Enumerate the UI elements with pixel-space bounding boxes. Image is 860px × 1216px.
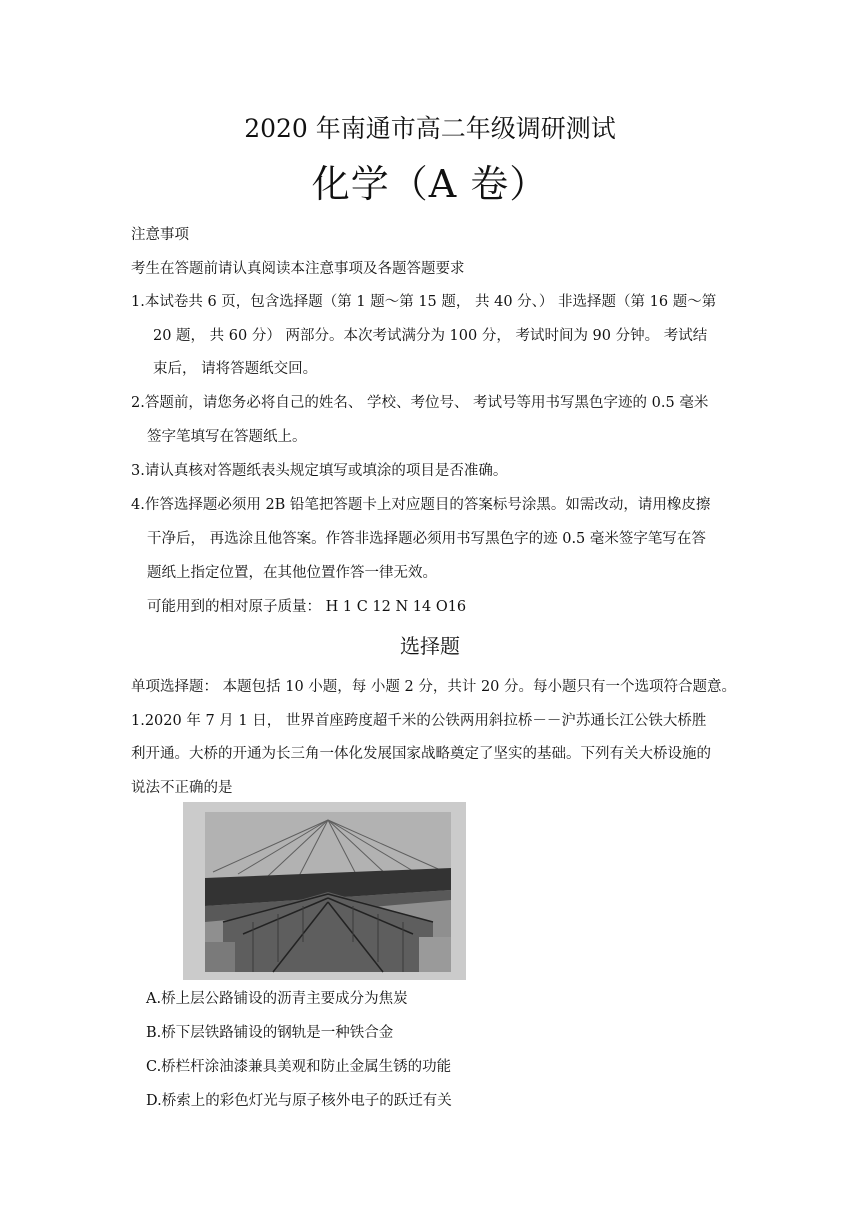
notice-item-1-line-1: 1.本试卷共 6 页，包含选择题（第 1 题～第 15 题， 共 40 分、） 非选择题（第 16 题～第 bbox=[131, 294, 717, 310]
bridge-photo-drawing bbox=[183, 802, 466, 980]
option-a: A.桥上层公路铺设的沥青主要成分为焦炭 bbox=[146, 991, 408, 1007]
notice-item-2-line-2: 签字笔填写在答题纸上。 bbox=[147, 429, 307, 445]
subject-title: 化学（A 卷） bbox=[311, 162, 549, 206]
option-c: C.桥栏杆涂油漆兼具美观和防止金属生锈的功能 bbox=[146, 1059, 452, 1075]
notice-item-4-line-1: 4.作答选择题必须用 2B 铅笔把答题卡上对应题目的答案标号涂黑。如需改动，请用橡皮擦 bbox=[131, 497, 711, 513]
notice-item-4-line-2: 干净后， 再选涂且他答案。作答非选择题必须用书写黑色字的迹 0.5 毫米签字笔写在答 bbox=[147, 531, 706, 547]
section-title: 选择题 bbox=[400, 634, 460, 658]
notice-item-1-line-2: 20 题， 共 60 分） 两部分。本次考试满分为 100 分， 考试时间为 90 分钟。 考试结 bbox=[153, 328, 708, 344]
bridge-photo bbox=[183, 802, 466, 980]
question-1-stem-line-3: 说法不正确的是 bbox=[131, 780, 233, 796]
exam-title: 2020 年南通市高二年级调研测试 bbox=[244, 114, 616, 143]
option-b: B.桥下层铁路铺设的钢轨是一种铁合金 bbox=[146, 1025, 394, 1041]
notice-item-3-line-1: 3.请认真核对答题纸表头规定填写或填涂的项目是否准确。 bbox=[131, 463, 508, 479]
option-d: D.桥索上的彩色灯光与原子核外电子的跃迁有关 bbox=[146, 1093, 452, 1109]
question-1-stem-line-2: 利开通。大桥的开通为长三角一体化发展国家战略奠定了坚实的基础。下列有关大桥设施的 bbox=[131, 746, 711, 762]
notice-item-4-line-3: 题纸上指定位置，在其他位置作答一律无效。 bbox=[147, 565, 437, 581]
notice-intro: 考生在答题前请认真阅读本注意事项及各题答题要求 bbox=[131, 261, 465, 277]
question-1-stem-line-1: 1.2020 年 7 月 1 日， 世界首座跨度超千米的公铁两用斜拉桥－－沪苏通长江公铁大桥胜 bbox=[131, 713, 707, 729]
section-instruction: 单项选择题： 本题包括 10 小题，每 小题 2 分，共计 20 分。每小题只有一个选项符合题意。 bbox=[131, 679, 736, 695]
notice-item-1-line-3: 束后， 请将答题纸交回。 bbox=[153, 361, 318, 377]
notice-item-2-line-1: 2.答题前，请您务必将自己的姓名、 学校、考位号、 考试号等用书写黑色字迹的 0.5 毫米 bbox=[131, 395, 709, 411]
atomic-mass-line: 可能用到的相对原子质量： H 1 C 12 N 14 O16 bbox=[147, 599, 467, 615]
notice-heading: 注意事项 bbox=[131, 227, 189, 243]
